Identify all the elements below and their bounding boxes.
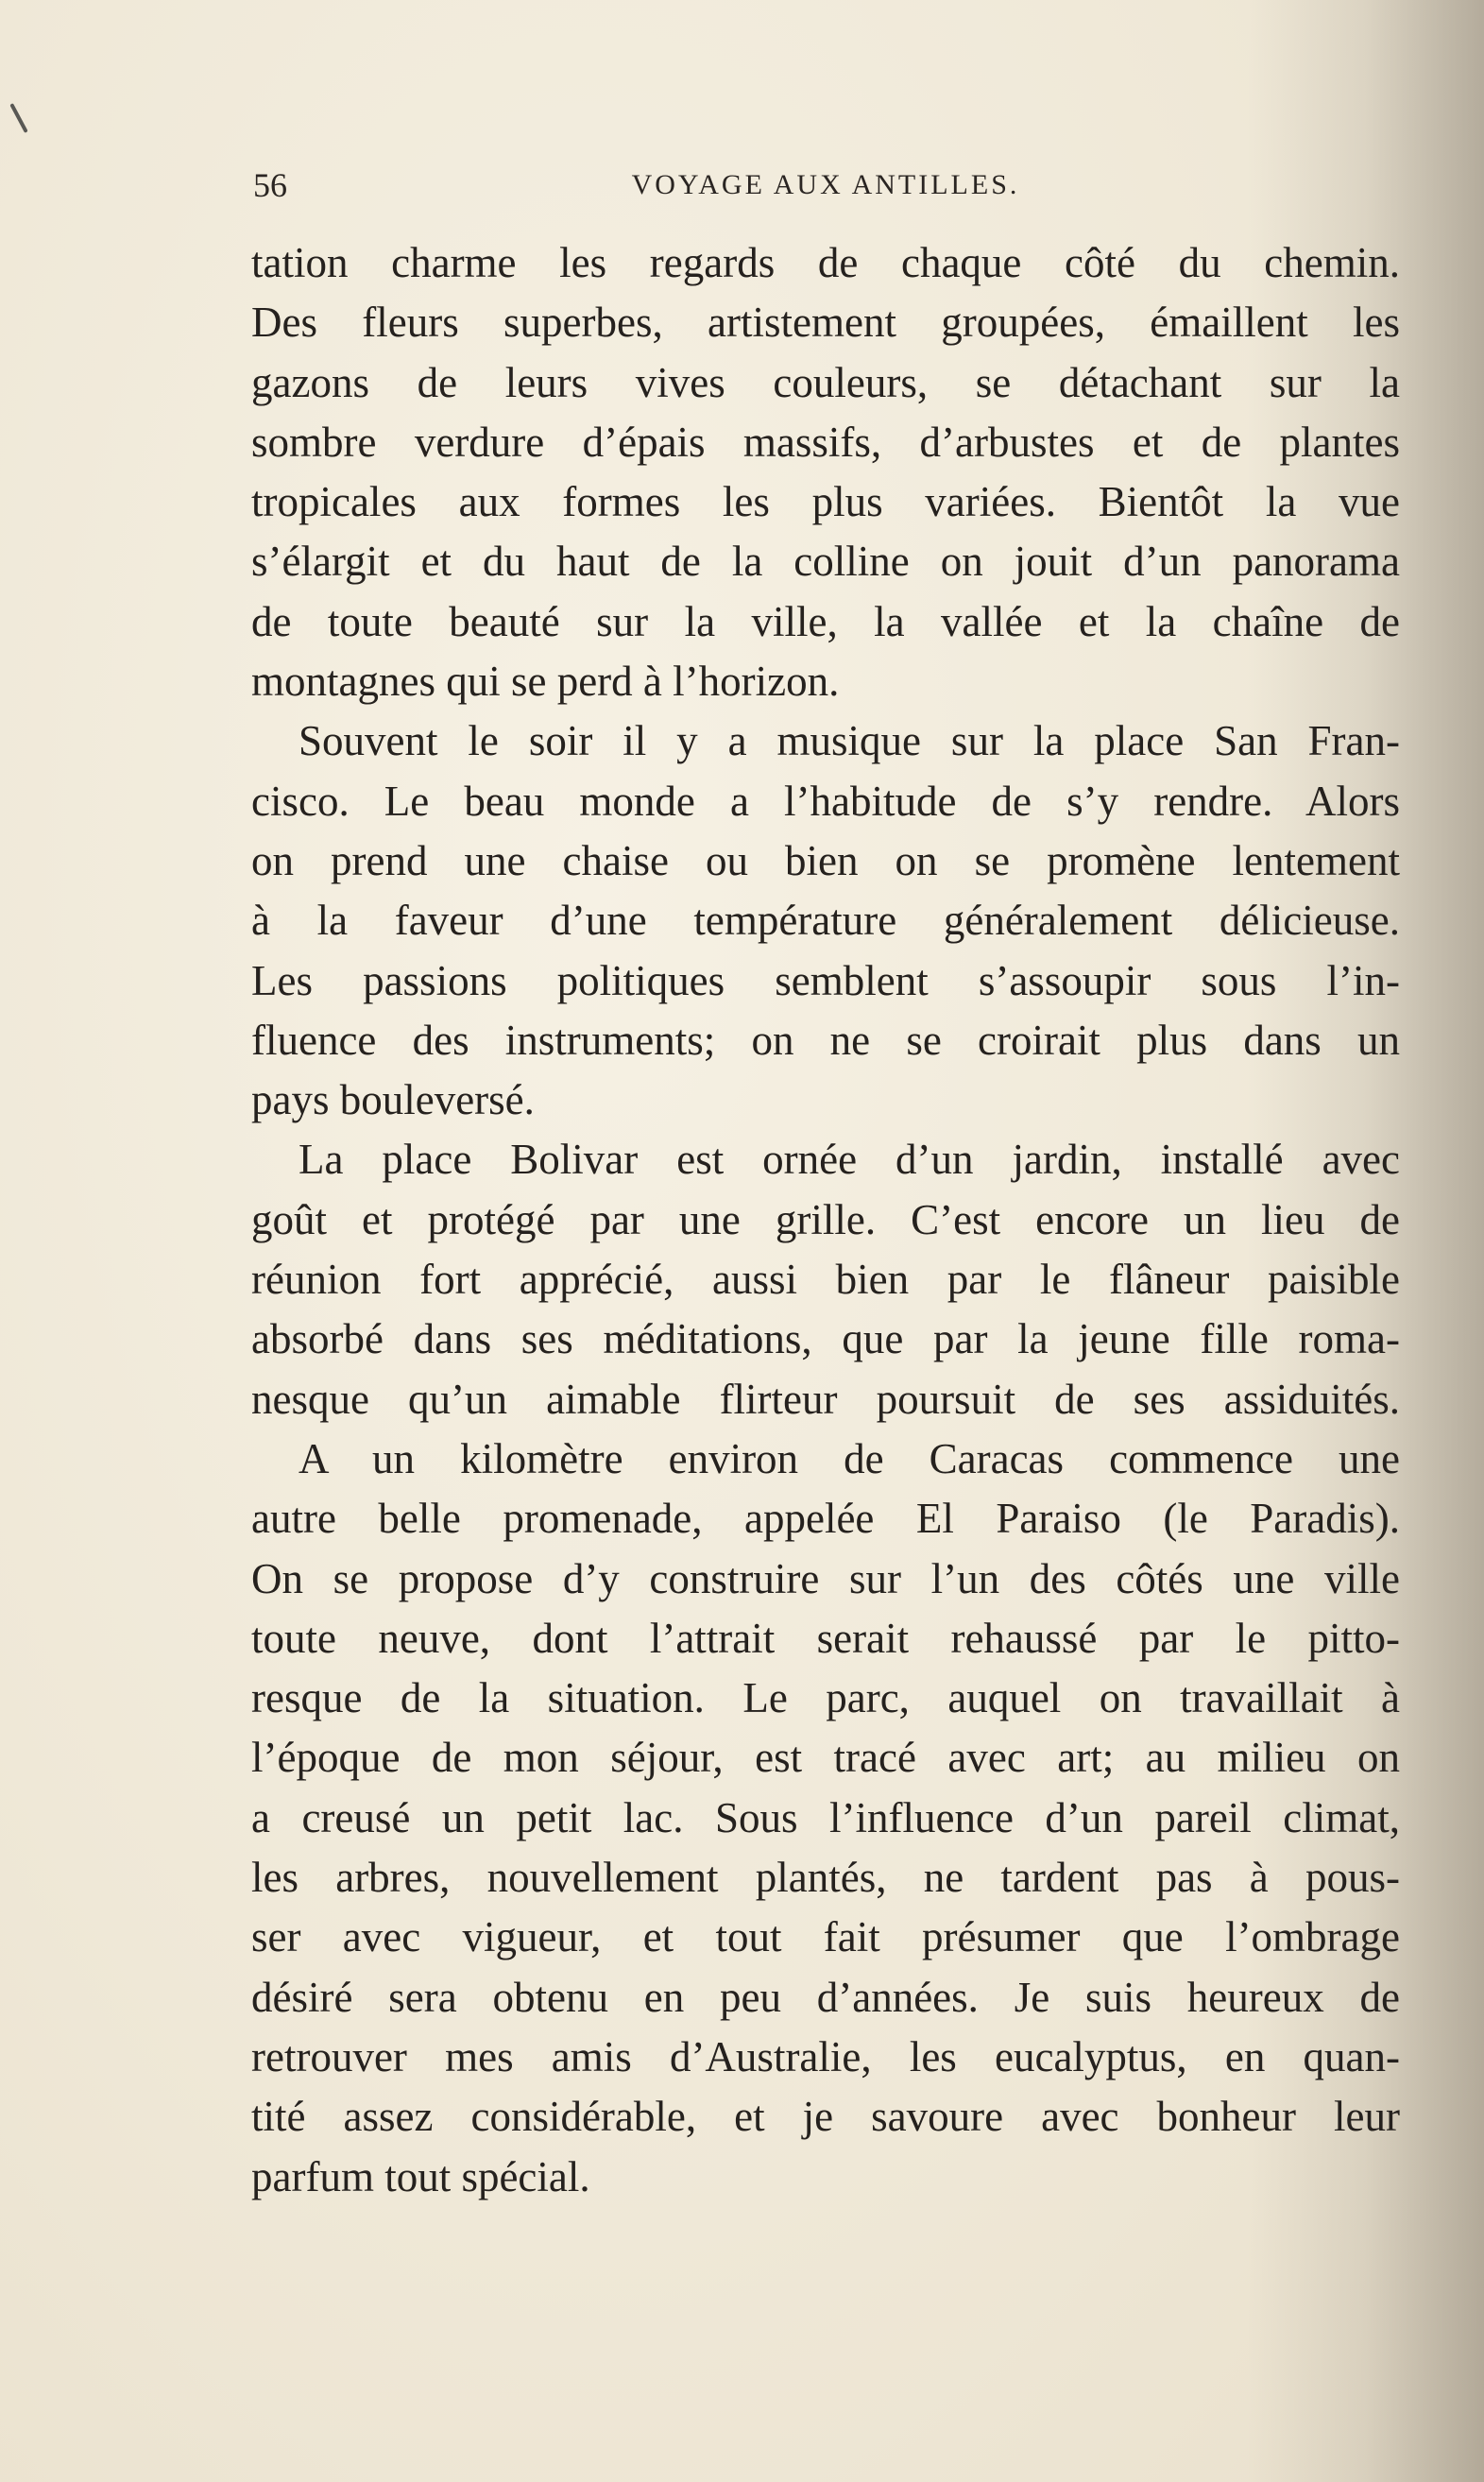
page-number: 56 xyxy=(253,166,287,204)
text-line: Souvent le soir il y a musique sur la place San Fran- xyxy=(299,717,1400,765)
text-line: Des fleurs superbes, artistement groupées, émaillent les xyxy=(251,299,1400,347)
text-line: La place Bolivar est ornée d’un jardin, installé avec xyxy=(299,1136,1400,1184)
running-title: VOYAGE AUX ANTILLES. xyxy=(631,169,1020,200)
text-line: On se propose d’y construire sur l’un des côtés une ville xyxy=(251,1554,1400,1602)
running-head xyxy=(253,163,1398,208)
text-line: toute neuve, dont l’attrait serait rehaussé par le pitto- xyxy=(251,1614,1400,1662)
text-line: retrouver mes amis d’Australie, les eucalyptus, en quan- xyxy=(251,2032,1400,2080)
text-line: gazons de leurs vives couleurs, se détachant sur la xyxy=(251,358,1400,406)
text-line: A un kilomètre environ de Caracas commence une xyxy=(299,1434,1400,1482)
text-line: cisco. Le beau monde a l’habitude de s’y rendre. Alors xyxy=(251,777,1400,825)
text-line: ser avec vigueur, et tout fait présumer que l’ombrage xyxy=(251,1913,1400,1961)
body-text xyxy=(251,233,1400,2207)
text-line: a creusé un petit lac. Sous l’influence d’un pareil climat, xyxy=(251,1793,1400,1841)
text-line: on prend une chaise ou bien on se promène lentement xyxy=(251,836,1400,884)
text-line: les arbres, nouvellement plantés, ne tardent pas à pous- xyxy=(251,1854,1400,1902)
text-line: sombre verdure d’épais massifs, d’arbustes et de plantes xyxy=(251,418,1400,466)
text-line: parfum tout spécial. xyxy=(251,2152,590,2200)
text-line: resque de la situation. Le parc, auquel on travaillait à xyxy=(251,1674,1400,1722)
text-line: fluence des instruments; on ne se croirait plus dans un xyxy=(251,1016,1400,1064)
text-line: absorbé dans ses méditations, que par la jeune fille roma- xyxy=(251,1315,1400,1363)
text-line: tropicales aux formes les plus variées. Bientôt la vue xyxy=(251,478,1400,526)
text-line: pays bouleversé. xyxy=(251,1076,535,1124)
text-line: désiré sera obtenu en peu d’années. Je suis heureux de xyxy=(251,1973,1400,2021)
text-line: de toute beauté sur la ville, la vallée et la chaîne de xyxy=(251,597,1400,645)
text-line: à la faveur d’une température généralement délicieuse. xyxy=(251,897,1400,945)
text-line: nesque qu’un aimable flirteur poursuit de ses assiduités. xyxy=(251,1375,1400,1423)
text-line: l’époque de mon séjour, est tracé avec art; au milieu on xyxy=(251,1734,1400,1782)
text-line: réunion fort apprécié, aussi bien par le flâneur paisible xyxy=(251,1256,1400,1304)
text-line: goût et protégé par une grille. C’est encore un lieu de xyxy=(251,1195,1400,1243)
text-line: Les passions politiques semblent s’assoupir sous l’in- xyxy=(251,956,1400,1004)
stray-ink-mark xyxy=(9,103,27,133)
text-line: tation charme les regards de chaque côté du chemin. xyxy=(251,239,1400,286)
text-line: montagnes qui se perd à l’horizon. xyxy=(251,658,840,706)
text-line: autre belle promenade, appelée El Paraiso (le Paradis). xyxy=(251,1495,1400,1543)
text-line: s’élargit et du haut de la colline on jouit d’un panorama xyxy=(251,538,1400,586)
text-line: tité assez considérable, et je savoure avec bonheur leur xyxy=(251,2093,1400,2141)
